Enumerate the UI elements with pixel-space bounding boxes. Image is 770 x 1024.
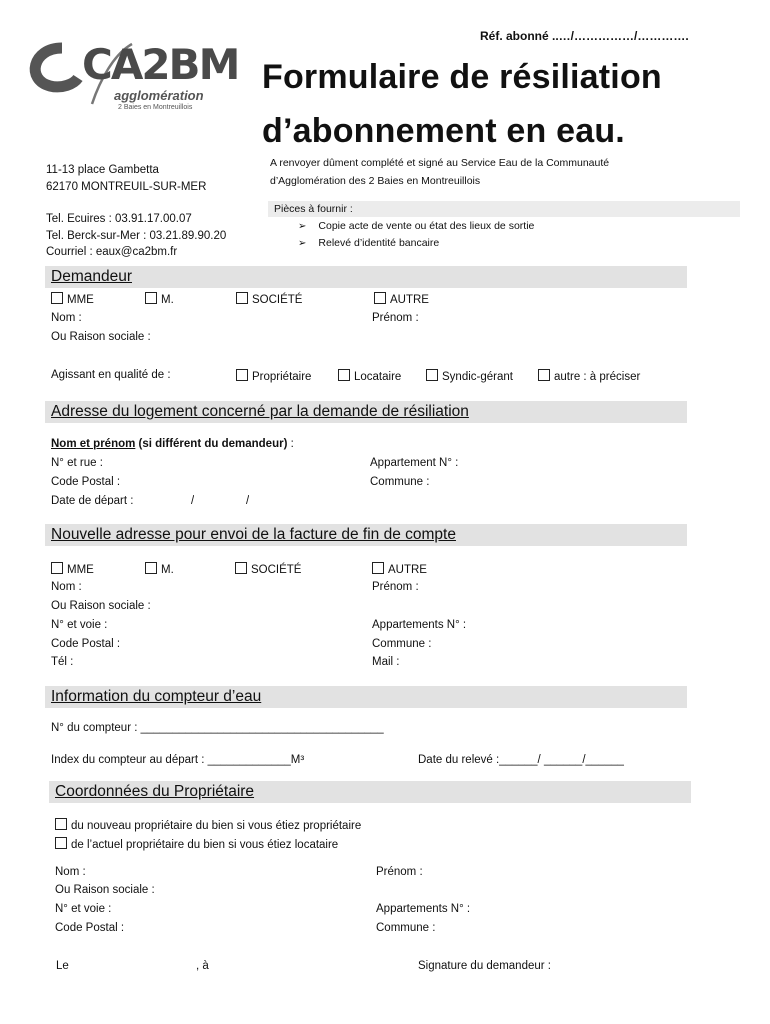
proprio-field-prenom[interactable]: Prénom :	[376, 866, 423, 878]
option-label: de l’actuel propriétaire du bien si vous étiez locataire	[71, 839, 339, 851]
proprio-field-appart[interactable]: Appartements N° :	[376, 903, 471, 915]
facture-option-autre[interactable]	[372, 562, 427, 576]
checkbox-icon[interactable]	[426, 369, 438, 381]
field-le[interactable]: Le	[56, 960, 69, 972]
arrow-icon: ➢	[298, 221, 307, 232]
facture-field-cp[interactable]: Code Postal :	[51, 638, 121, 650]
qualite-proprietaire[interactable]	[236, 369, 311, 383]
option-label: Syndic-gérant	[442, 371, 513, 383]
address-line2: 62170 MONTREUIL-SUR-MER	[46, 181, 207, 193]
piece-item-1	[298, 220, 534, 232]
piece-label-2: Relevé d’identité bancaire	[318, 237, 440, 249]
section-title: Adresse du logement concerné par la demande de résiliation	[51, 403, 469, 420]
field-raison-sociale[interactable]: Ou Raison sociale :	[51, 331, 151, 343]
option-label: du nouveau propriétaire du bien si vous étiez propriétaire	[71, 820, 362, 832]
section-title: Coordonnées du Propriétaire	[55, 783, 255, 800]
piece-item-2	[298, 237, 439, 249]
facture-field-tel[interactable]: Tél :	[51, 656, 74, 668]
option-label: Propriétaire	[252, 371, 312, 383]
qualite-label: Agissant en qualité de :	[51, 369, 171, 381]
send-instruction-1: A renvoyer dûment complété et signé au Service Eau de la Communauté	[270, 157, 610, 169]
page-title-line2: d’abonnement en eau.	[262, 112, 625, 150]
field-prenom[interactable]: Prénom :	[372, 312, 419, 324]
proprio-field-cp[interactable]: Code Postal :	[55, 922, 125, 934]
field-commune[interactable]: Commune :	[370, 476, 430, 488]
option-label: M.	[161, 294, 174, 306]
section-demandeur	[45, 266, 687, 288]
field-date-depart[interactable]: Date de départ :	[51, 495, 134, 505]
date-slash-1: /	[191, 495, 195, 505]
facture-field-raison[interactable]: Ou Raison sociale :	[51, 600, 151, 612]
option-autre[interactable]	[374, 292, 429, 306]
checkbox-icon[interactable]	[55, 818, 67, 830]
checkbox-icon[interactable]	[374, 292, 386, 304]
date-slash-2: /	[246, 495, 250, 505]
qualite-locataire[interactable]	[338, 369, 401, 383]
logo-sub: agglomération	[114, 88, 204, 103]
field-nom[interactable]: Nom :	[51, 312, 82, 324]
tel-berck: Tel. Berck-sur-Mer : 03.21.89.90.20	[46, 230, 227, 242]
section-adresse	[45, 401, 687, 423]
option-label: Locataire	[354, 371, 402, 383]
facture-field-commune[interactable]: Commune :	[372, 638, 432, 650]
checkbox-icon[interactable]	[55, 837, 67, 849]
section-facture	[45, 524, 687, 546]
field-num-compteur[interactable]: N° du compteur : ______________________________________	[51, 722, 384, 734]
contact-email: Courriel : eaux@ca2bm.fr	[46, 246, 178, 258]
field-code-postal[interactable]: Code Postal :	[51, 476, 121, 488]
arrow-icon: ➢	[298, 238, 307, 249]
option-m[interactable]	[145, 292, 174, 306]
logo-tagline: 2 Baies en Montreuillois	[118, 104, 193, 111]
proprio-field-commune[interactable]: Commune :	[376, 922, 436, 934]
checkbox-icon[interactable]	[372, 562, 384, 574]
section-proprietaire	[49, 781, 691, 803]
field-a[interactable]: , à	[196, 960, 209, 972]
colon: :	[287, 438, 294, 450]
facture-field-nom[interactable]: Nom :	[51, 581, 82, 593]
option-label: AUTRE	[388, 564, 427, 576]
proprio-field-voie[interactable]: N° et voie :	[55, 903, 112, 915]
field-rue[interactable]: N° et rue :	[51, 457, 103, 469]
facture-field-appart[interactable]: Appartements N° :	[372, 619, 467, 631]
send-instruction-2: d’Agglomération des 2 Baies en Montreuillois	[270, 175, 481, 187]
facture-field-prenom[interactable]: Prénom :	[372, 581, 419, 593]
option-label: M.	[161, 564, 174, 576]
facture-field-mail[interactable]: Mail :	[372, 656, 400, 668]
nom-prenom-label: Nom et prénom	[51, 438, 136, 450]
address-line1: 11-13 place Gambetta	[46, 164, 159, 176]
checkbox-icon[interactable]	[145, 292, 157, 304]
field-appartement[interactable]: Appartement N° :	[370, 457, 459, 469]
checkbox-icon[interactable]	[538, 369, 550, 381]
option-label: autre : à préciser	[554, 371, 641, 383]
section-title: Demandeur	[51, 268, 132, 285]
checkbox-icon[interactable]	[235, 562, 247, 574]
proprio-option-nouveau[interactable]	[55, 818, 361, 832]
checkbox-icon[interactable]	[236, 369, 248, 381]
option-societe[interactable]	[236, 292, 302, 306]
proprio-field-raison[interactable]: Ou Raison sociale :	[55, 884, 155, 896]
proprio-field-nom[interactable]: Nom :	[55, 866, 86, 878]
facture-option-m[interactable]	[145, 562, 174, 576]
field-date-releve[interactable]: Date du relevé :______/ ______/______	[418, 754, 624, 766]
checkbox-icon[interactable]	[51, 292, 63, 304]
ca2bm-logo	[22, 40, 239, 120]
signature-label[interactable]: Signature du demandeur :	[418, 960, 551, 972]
option-label: MME	[67, 564, 94, 576]
nom-prenom-note: (si différent du demandeur)	[135, 438, 288, 450]
option-label: SOCIÉTÉ	[252, 294, 303, 306]
section-title: Information du compteur d’eau	[51, 688, 262, 705]
qualite-autre[interactable]	[538, 369, 640, 383]
page-title-line1: Formulaire de résiliation	[262, 58, 662, 96]
section-title: Nouvelle adresse pour envoi de la facture de fin de compte	[51, 526, 456, 543]
nom-prenom-line	[51, 438, 294, 450]
section-compteur	[45, 686, 687, 708]
facture-option-societe[interactable]	[235, 562, 301, 576]
checkbox-icon[interactable]	[145, 562, 157, 574]
field-index-compteur[interactable]: Index du compteur au départ : _____________M³	[51, 754, 305, 766]
ref-abonne: Réf. abonné ..…/……………/………….	[480, 29, 689, 43]
option-label: SOCIÉTÉ	[251, 564, 302, 576]
option-mme[interactable]	[51, 292, 94, 306]
checkbox-icon[interactable]	[338, 369, 350, 381]
facture-field-voie[interactable]: N° et voie :	[51, 619, 108, 631]
logo-text: CA2BM	[82, 40, 239, 89]
checkbox-icon[interactable]	[236, 292, 248, 304]
option-label: AUTRE	[390, 294, 429, 306]
pieces-title: Pièces à fournir :	[274, 203, 353, 215]
checkbox-icon[interactable]	[51, 562, 63, 574]
tel-ecuires: Tel. Ecuires : 03.91.17.00.07	[46, 213, 192, 225]
facture-option-mme[interactable]	[51, 562, 94, 576]
piece-label-1: Copie acte de vente ou état des lieux de sortie	[318, 220, 535, 232]
option-label: MME	[67, 294, 94, 306]
proprio-option-actuel[interactable]	[55, 837, 338, 851]
qualite-syndic[interactable]	[426, 369, 513, 383]
